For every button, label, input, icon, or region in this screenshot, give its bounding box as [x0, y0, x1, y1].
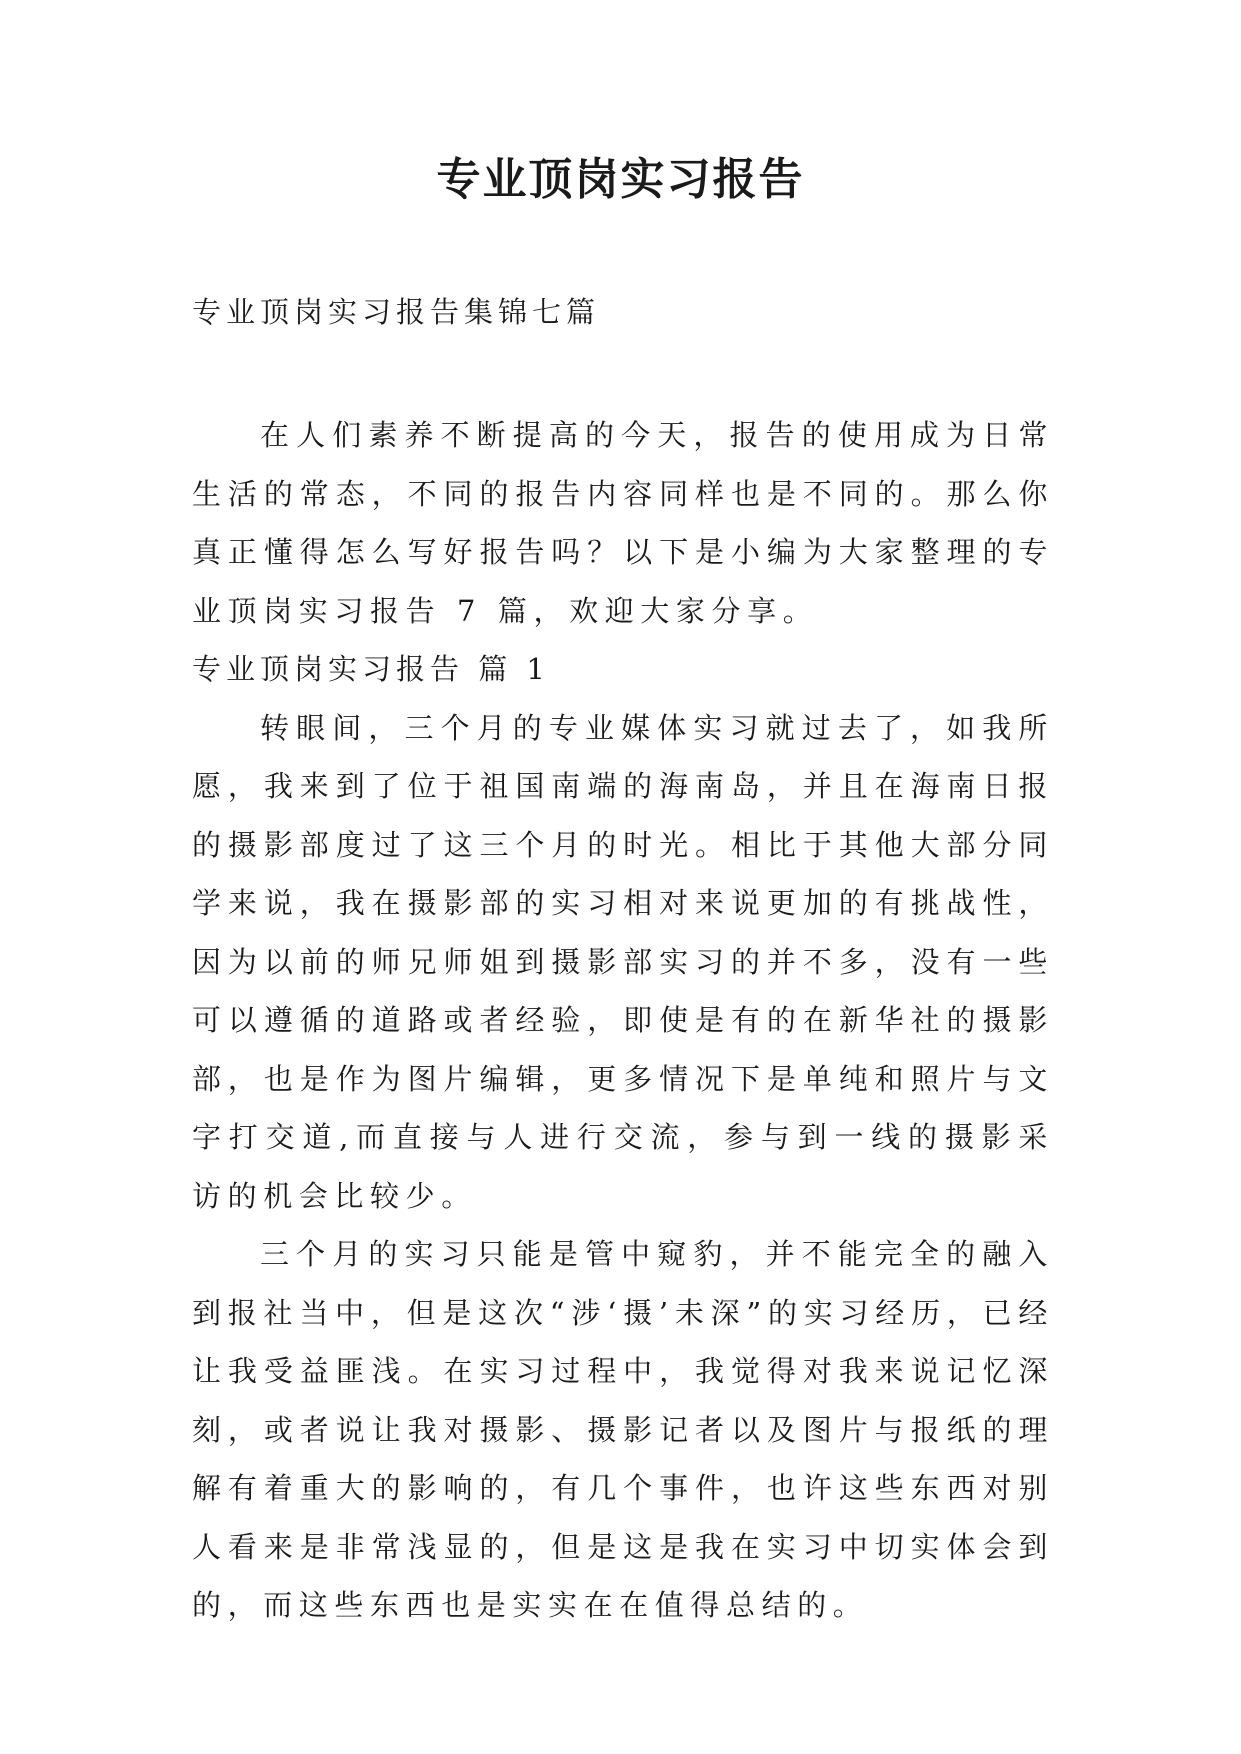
body-paragraph-1: 转眼间，三个月的专业媒体实习就过去了，如我所愿，我来到了位于祖国南端的海南岛，并且在海南日报的摄影部度过了这三个月的时光。相比于其他大部分同学来说，我在摄影部的实习相对来说更加的有挑战性，因为以前的师兄师姐到摄影部实习的并不多，没有一些可以遵循的道路或者经验，即使是有的在新华社的摄影部，也是作为图片编辑，更多情况下是单纯和照片与文字打交道,而直接与人进行交流，参与到一线的摄影采访的机会比较少。 — [192, 710, 1054, 1213]
intro-paragraph: 在人们素养不断提高的今天，报告的使用成为日常生活的常态，不同的报告内容同样也是不同的。那么你真正懂得怎么写好报告吗？以下是小编为大家整理的专业顶岗实习报告 7 篇，欢迎大家分享。 — [192, 418, 1054, 628]
body-paragraph-2: 三个月的实习只能是管中窥豹，并不能完全的融入到报社当中，但是这次“涉‘摄’未深”的实习经历，已经让我受益匪浅。在实习过程中，我觉得对我来说记忆深刻，或者说让我对摄影、摄影记者以及图片与报纸的理解有着重大的影响的，有几个事件，也许这些东西对别人看来是非常浅显的，但是这是我在实习中切实体会到的，而这些东西也是实实在在值得总结的。 — [192, 1237, 1054, 1622]
document-subtitle: 专业顶岗实习报告集锦七篇 — [192, 295, 601, 329]
document-title: 专业顶岗实习报告 — [436, 154, 805, 205]
document-body — [192, 406, 1054, 1635]
section-heading: 专业顶岗实习报告 篇 1 — [192, 652, 550, 686]
